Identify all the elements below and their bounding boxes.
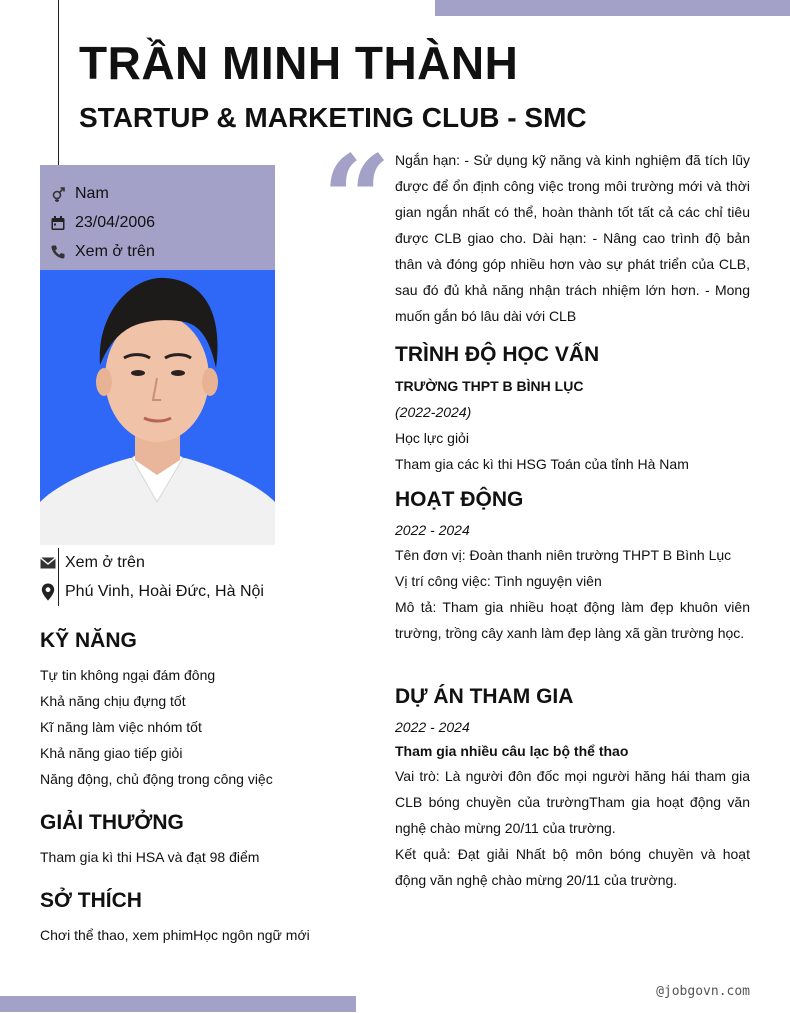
awards-title: GIẢI THƯỞNG: [40, 811, 184, 834]
email-row: [40, 548, 275, 577]
project-role: Vai trò: Là người đôn đốc mọi người hăng hái tham gia CLB bóng chuyền của trườngTham gia hoạt động văn nghệ chào mừng 20/11 của trường.: [395, 768, 750, 836]
activities-period: 2022 - 2024: [395, 522, 470, 538]
hobbies-text: [40, 922, 310, 948]
contact-section: [40, 548, 275, 606]
activities-position: Vị trí công việc: Tình nguyện viên: [395, 573, 602, 589]
contact-divider-line: [58, 548, 59, 606]
phone-value: Xem ở trên: [75, 242, 155, 260]
education-line: Tham gia các kì thi HSG Toán của tỉnh Hà Nam: [395, 456, 689, 472]
hobbies-title: SỞ THÍCH: [40, 889, 142, 912]
email-value: Xem ở trên: [65, 553, 145, 571]
candidate-name: TRẦN MINH THÀNH: [79, 37, 519, 89]
projects-title: DỰ ÁN THAM GIA: [395, 685, 574, 708]
projects-section: [395, 715, 750, 893]
gender-value: Nam: [75, 184, 109, 202]
calendar-icon: [50, 215, 66, 231]
activities-unit: Tên đơn vị: Đoàn thanh niên trường THPT B Bình Lục: [395, 547, 732, 563]
club-name: STARTUP & MARKETING CLUB - SMC: [79, 102, 587, 133]
address-value: Phú Vinh, Hoài Đức, Hà Nội: [65, 582, 264, 600]
header-divider-line: [58, 0, 59, 165]
project-result: Kết quả: Đạt giải Nhất bộ môn bóng chuyền và hoạt động văn nghệ chào mừng 20/11 của trường.: [395, 846, 750, 888]
school-name: TRƯỜNG THPT B BÌNH LỤC: [395, 378, 584, 394]
address-row: [40, 577, 275, 606]
envelope-icon: [40, 555, 56, 571]
phone-icon: [50, 244, 66, 260]
dob-row: [40, 208, 275, 237]
skills-list: [40, 662, 273, 792]
project-name: Tham gia nhiều câu lạc bộ thể thao: [395, 743, 629, 759]
education-line: Học lực giỏi: [395, 430, 469, 446]
activities-section: [395, 518, 750, 646]
watermark: @jobgovn.com: [656, 984, 750, 999]
bottom-accent-bar: [0, 996, 356, 1012]
phone-row: [40, 237, 275, 266]
skill-item: Khả năng giao tiếp giỏi: [40, 745, 183, 761]
gender-icon: [50, 186, 66, 202]
activities-description: Mô tả: Tham gia nhiều hoạt động làm đẹp khuôn viên trường, trồng cây xanh làm đẹp làng xã gần trường học.: [395, 599, 750, 641]
map-pin-icon: [40, 584, 56, 600]
portrait-photo: [40, 270, 275, 545]
gender-row: [40, 179, 275, 208]
hobby-item: Chơi thể thao, xem phimHọc ngôn ngữ mới: [40, 927, 310, 943]
quote-mark: “: [322, 129, 392, 270]
skills-title: KỸ NĂNG: [40, 629, 137, 652]
skill-item: Khả năng chịu đựng tốt: [40, 693, 186, 709]
skill-item: Tự tin không ngại đám đông: [40, 667, 216, 683]
awards-text: [40, 844, 259, 870]
activities-title: HOẠT ĐỘNG: [395, 488, 524, 511]
skill-item: Năng động, chủ động trong công việc: [40, 771, 273, 787]
education-period: (2022-2024): [395, 404, 472, 420]
education-title: TRÌNH ĐỘ HỌC VẤN: [395, 343, 600, 366]
dob-value: 23/04/2006: [75, 213, 156, 231]
skill-item: Kĩ năng làm việc nhóm tốt: [40, 719, 202, 735]
personal-info-box: [40, 165, 275, 270]
top-accent-bar: [435, 0, 790, 16]
education-section: [395, 373, 750, 477]
award-item: Tham gia kì thi HSA và đạt 98 điểm: [40, 849, 260, 865]
career-objective: Ngắn hạn: - Sử dụng kỹ năng và kinh nghiệm đã tích lũy được để ổn định công việc trong môi trường mới và thời gian ngắn nhất có thể, hoàn thành tốt tất cả các chỉ tiêu được CLB giao cho. Dài hạn: - Nâng cao trình độ bản thân và đóng góp nhiều hơn vào sự phát triển của CLB, sau đó đủ khả năng nhận trách nhiệm lớn hơn. - Mong muốn gắn bó lâu dài với CLB: [395, 152, 750, 324]
projects-period: 2022 - 2024: [395, 719, 470, 735]
